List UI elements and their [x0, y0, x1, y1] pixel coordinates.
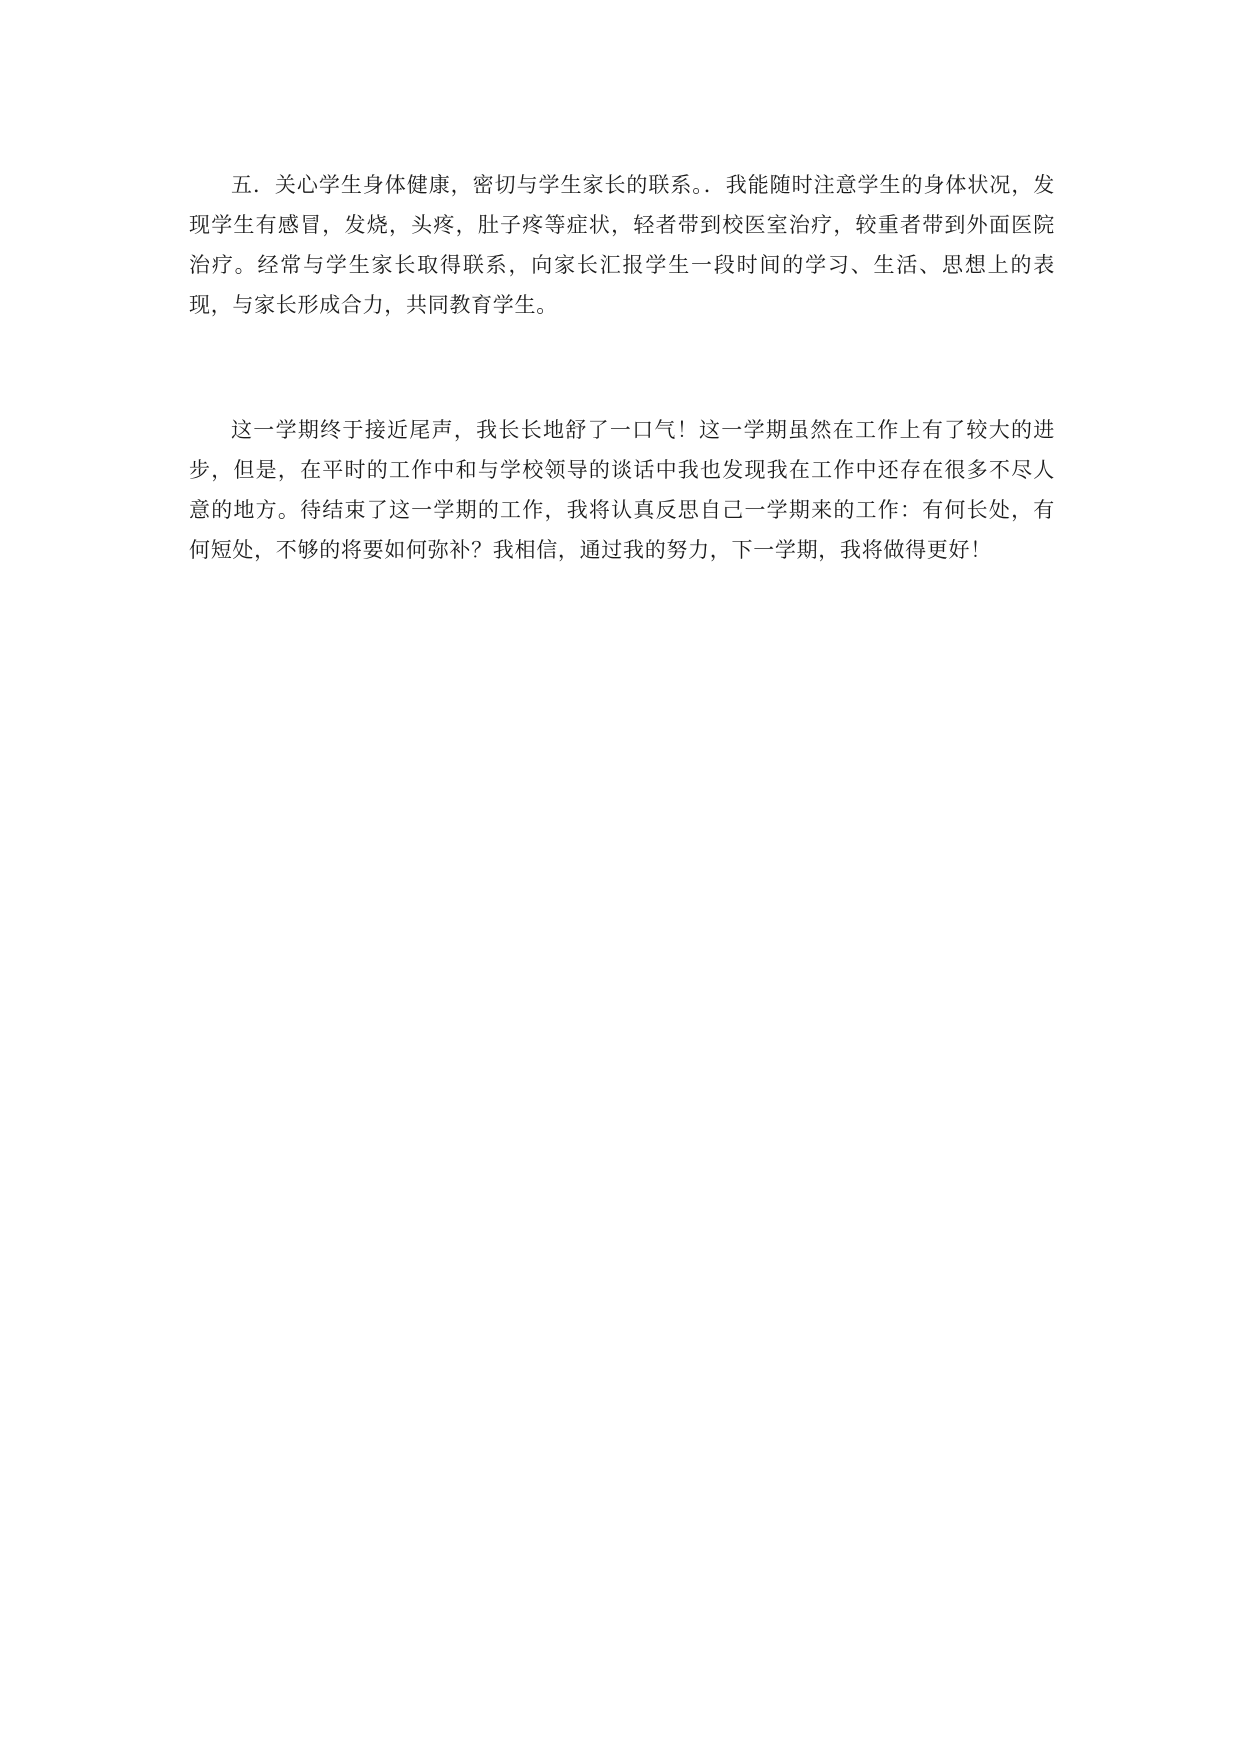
paragraph-parent-contact: 五．关心学生身体健康，密切与学生家长的联系。．我能随时注意学生的身体状况，发现学生有感冒，发烧，头疼，肚子疼等症状，轻者带到校医室治疗，较重者带到外面医院治疗。经常与学生家长取得联系，向家长汇报学生一段时间的学习、生活、思想上的表现，与家长形成合力，共同教育学生。	[189, 173, 1055, 317]
paragraph-semester-reflection: 这一学期终于接近尾声，我长长地舒了一口气！这一学期虽然在工作上有了较大的进步，但是，在平时的工作中和与学校领导的谈话中我也发现我在工作中还存在很多不尽人意的地方。待结束了这一学期的工作，我将认真反思自己一学期来的工作：有何长处，有何短处，不够的将要如何弥补？我相信，通过我的努力，下一学期，我将做得更好！	[189, 418, 1055, 562]
